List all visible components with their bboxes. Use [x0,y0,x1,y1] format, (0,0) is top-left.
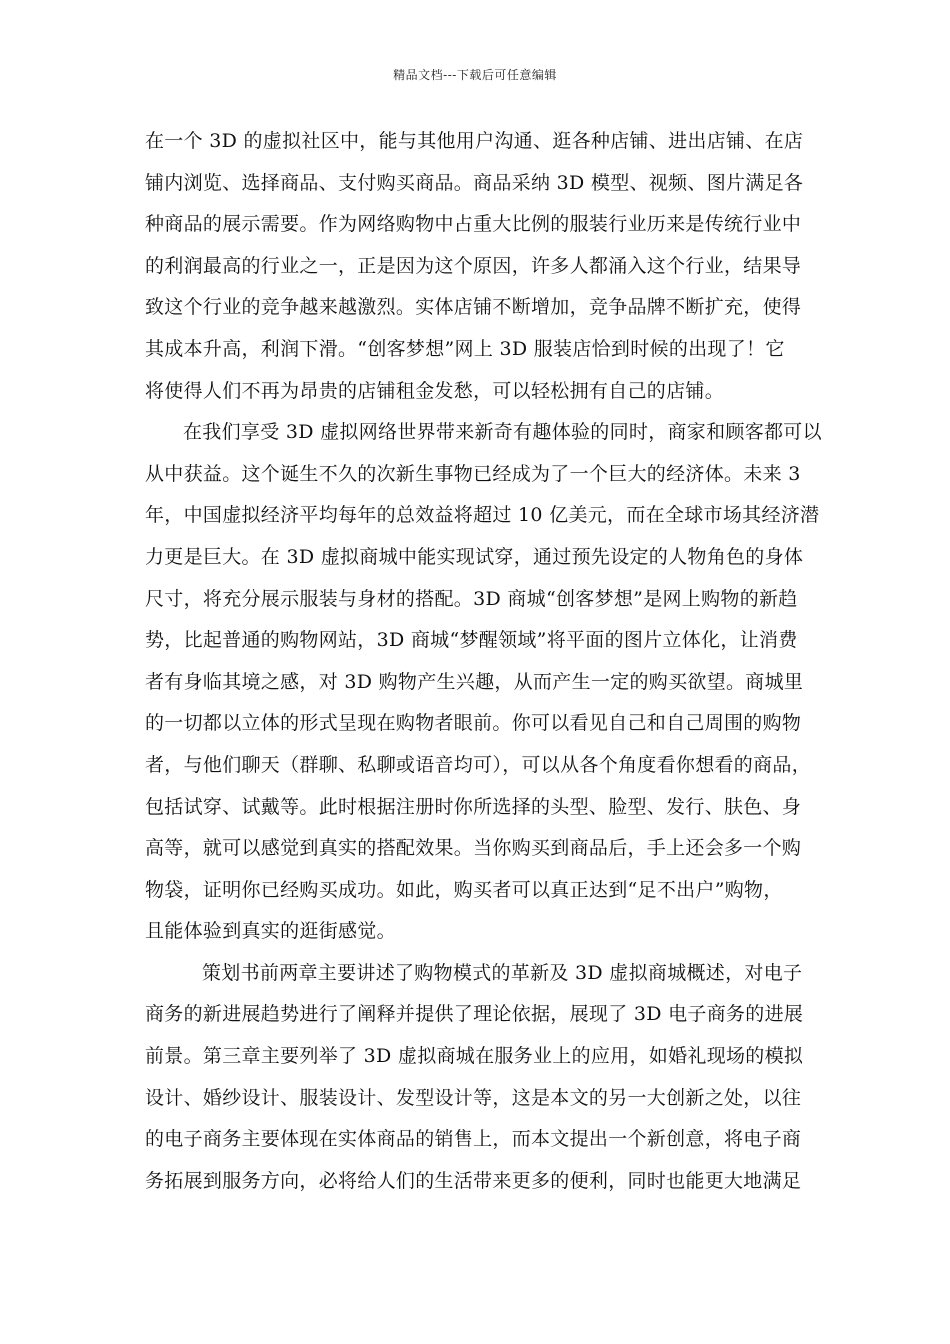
text-line: 的电子商务主要体现在实体商品的销售上，而本文提出一个新创意，将电子商 [145,1128,802,1151]
body-text [145,121,822,1202]
text-line: 在我们享受 3D 虚拟网络世界带来新奇有趣体验的同时，商家和顾客都可以 [183,421,822,444]
paragraph-3 [145,953,813,1203]
text-line: 物袋，证明你已经购买成功。如此，购买者可以真正达到“足不出户”购物， [145,878,783,901]
text-line: 者有身临其境之感，对 3D 购物产生兴趣，从而产生一定的购买欲望。商城里 [145,670,804,693]
text-line: 策划书前两章主要讲述了购物模式的革新及 3D 虚拟商城概述，对电子 [202,961,803,984]
page-header: 精品文档---下载后可任意编辑 [393,68,557,82]
text-line: 在一个 3D 的虚拟社区中，能与其他用户沟通、逛各种店铺、进出店铺、在店 [145,130,804,152]
text-line: 势，比起普通的购物网站，3D 商城“梦醒领域”将平面的图片立体化，让消费 [145,629,798,652]
text-line: 者，与他们聊天（群聊、私聊或语音均可），可以从各个角度看你想看的商品， [145,753,812,776]
text-line: 务拓展到服务方向，必将给人们的生活带来更多的便利，同时也能更大地满足 [145,1169,802,1192]
text-line: 种商品的展示需要。作为网络购物中占重大比例的服装行业历来是传统行业中 [145,213,802,236]
text-line: 包括试穿、试戴等。此时根据注册时你所选择的头型、脸型、发行、肤色、身 [145,795,802,818]
paragraph-2 [145,412,822,953]
text-line: 的利润最高的行业之一，正是因为这个原因，许多人都涌入这个行业，结果导 [145,254,802,277]
text-line: 致这个行业的竞争越来越激烈。实体店铺不断增加，竞争品牌不断扩充，使得 [145,296,802,319]
text-line: 从中获益。这个诞生不久的次新生事物已经成为了一个巨大的经济体。未来 3 [145,462,801,485]
text-line: 将使得人们不再为昂贵的店铺租金发愁，可以轻松拥有自己的店铺。 [145,379,725,402]
text-line: 铺内浏览、选择商品、支付购买商品。商品采纳 3D 模型、视频、图片满足各 [145,171,804,194]
text-line: 设计、婚纱设计、服装设计、发型设计等，这是本文的另一大创新之处，以往 [145,1086,802,1109]
text-line: 尺寸，将充分展示服装与身材的搭配。3D 商城“创客梦想”是网上购物的新趋 [145,587,798,610]
text-line: 其成本升高，利润下滑。“创客梦想”网上 3D 服装店恰到时候的出现了！它 [145,337,785,360]
text-line: 的一切都以立体的形式呈现在购物者眼前。你可以看见自己和自己周围的购物 [145,712,802,735]
text-line: 且能体验到真实的逛街感觉。 [145,920,396,943]
text-line: 年，中国虚拟经济平均每年的总效益将超过 10 亿美元，而在全球市场其经济潜 [145,504,820,527]
text-line: 商务的新进展趋势进行了阐释并提供了理论依据，展现了 3D 电子商务的进展 [145,1003,804,1026]
text-line: 力更是巨大。在 3D 虚拟商城中能实现试穿，通过预先设定的人物角色的身体 [145,545,804,568]
text-line: 高等，就可以感觉到真实的搭配效果。当你购买到商品后，手上还会多一个购 [145,837,802,860]
paragraph-1 [145,121,813,412]
text-line: 前景。第三章主要列举了 3D 虚拟商城在服务业上的应用，如婚礼现场的模拟 [145,1045,804,1068]
